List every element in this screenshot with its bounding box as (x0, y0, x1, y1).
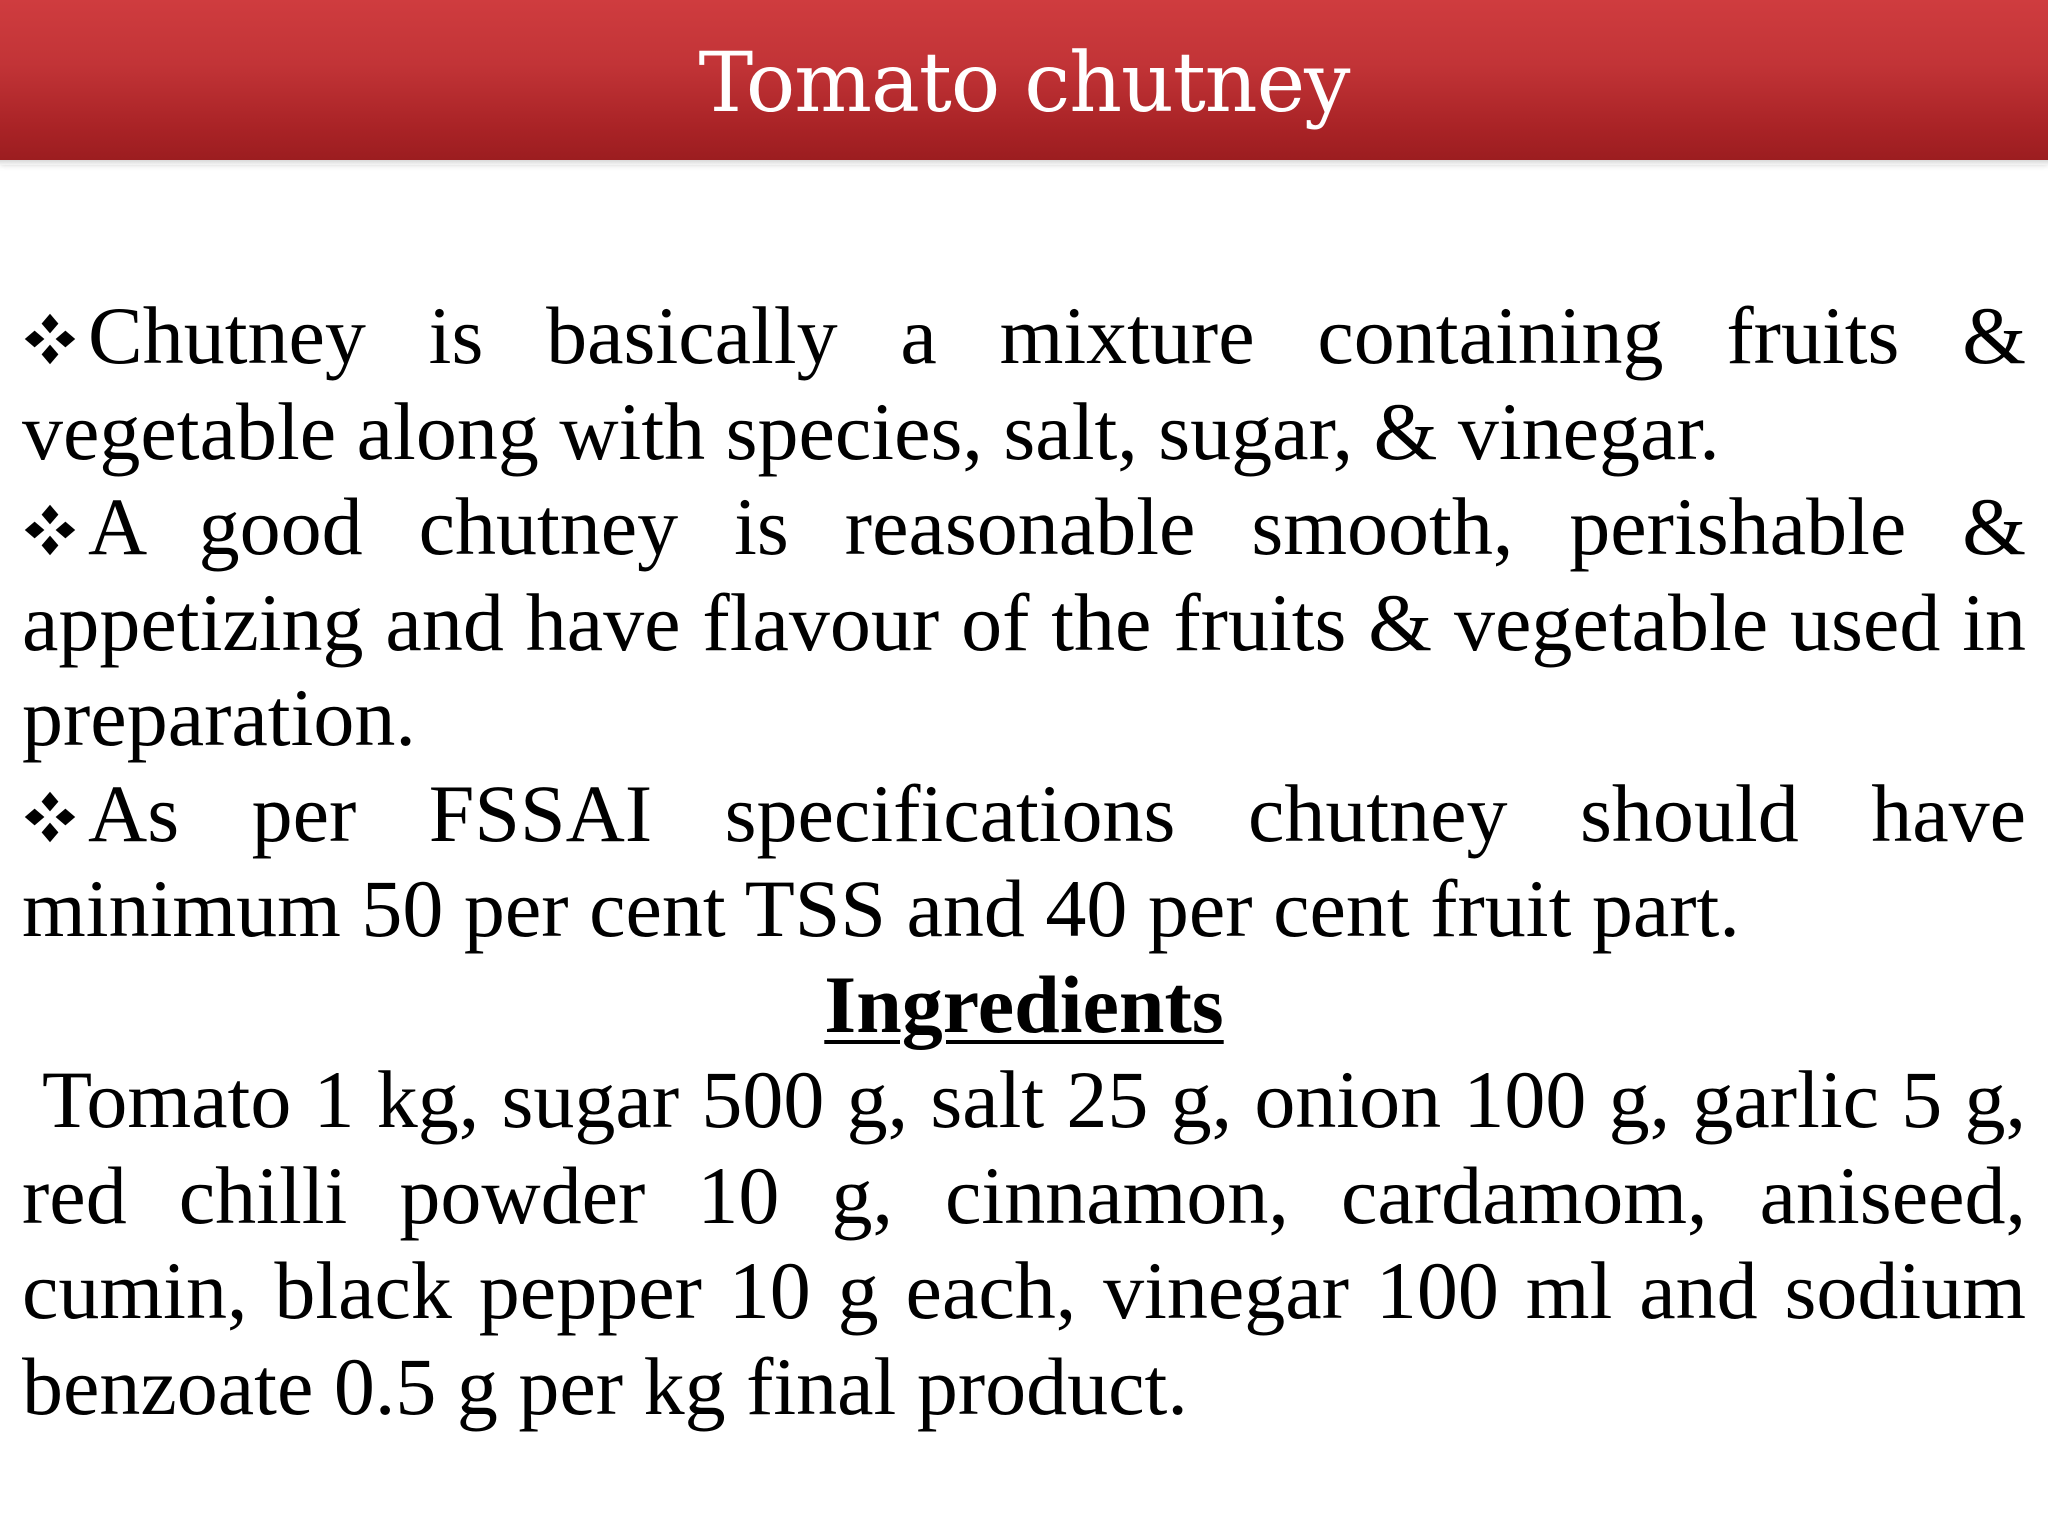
ingredients-text: Tomato 1 kg, sugar 500 g, salt 25 g, onion 100 g, garlic 5 g, red chilli powder 10 g, cinnamon, cardamom, aniseed, cumin, black pepper 10 g each, vinegar 100 ml and sodium benzoate 0.5 g per kg final product. (22, 1054, 2026, 1432)
four-diamond-bullet-icon (22, 479, 88, 575)
bullet-item (22, 479, 2026, 766)
title-bar (0, 0, 2048, 160)
slide-content (22, 288, 2026, 1434)
slide-title: Tomato chutney (698, 36, 1350, 131)
bullet-text: A good chutney is reasonable smooth, perishable & appetizing and have flavour of the fruits & vegetable used in preparation. (22, 481, 2026, 763)
four-diamond-bullet-icon (22, 766, 88, 862)
bullet-text: As per FSSAI specifications chutney should have minimum 50 per cent TSS and 40 per cent fruit part. (22, 767, 2026, 954)
ingredients-heading: Ingredients (824, 958, 1224, 1050)
bullet-item (22, 288, 2026, 479)
bullet-item (22, 766, 2026, 957)
bullet-text: Chutney is basically a mixture containing fruits & vegetable along with species, salt, sugar, & vinegar. (22, 290, 2026, 477)
four-diamond-bullet-icon (22, 288, 88, 384)
